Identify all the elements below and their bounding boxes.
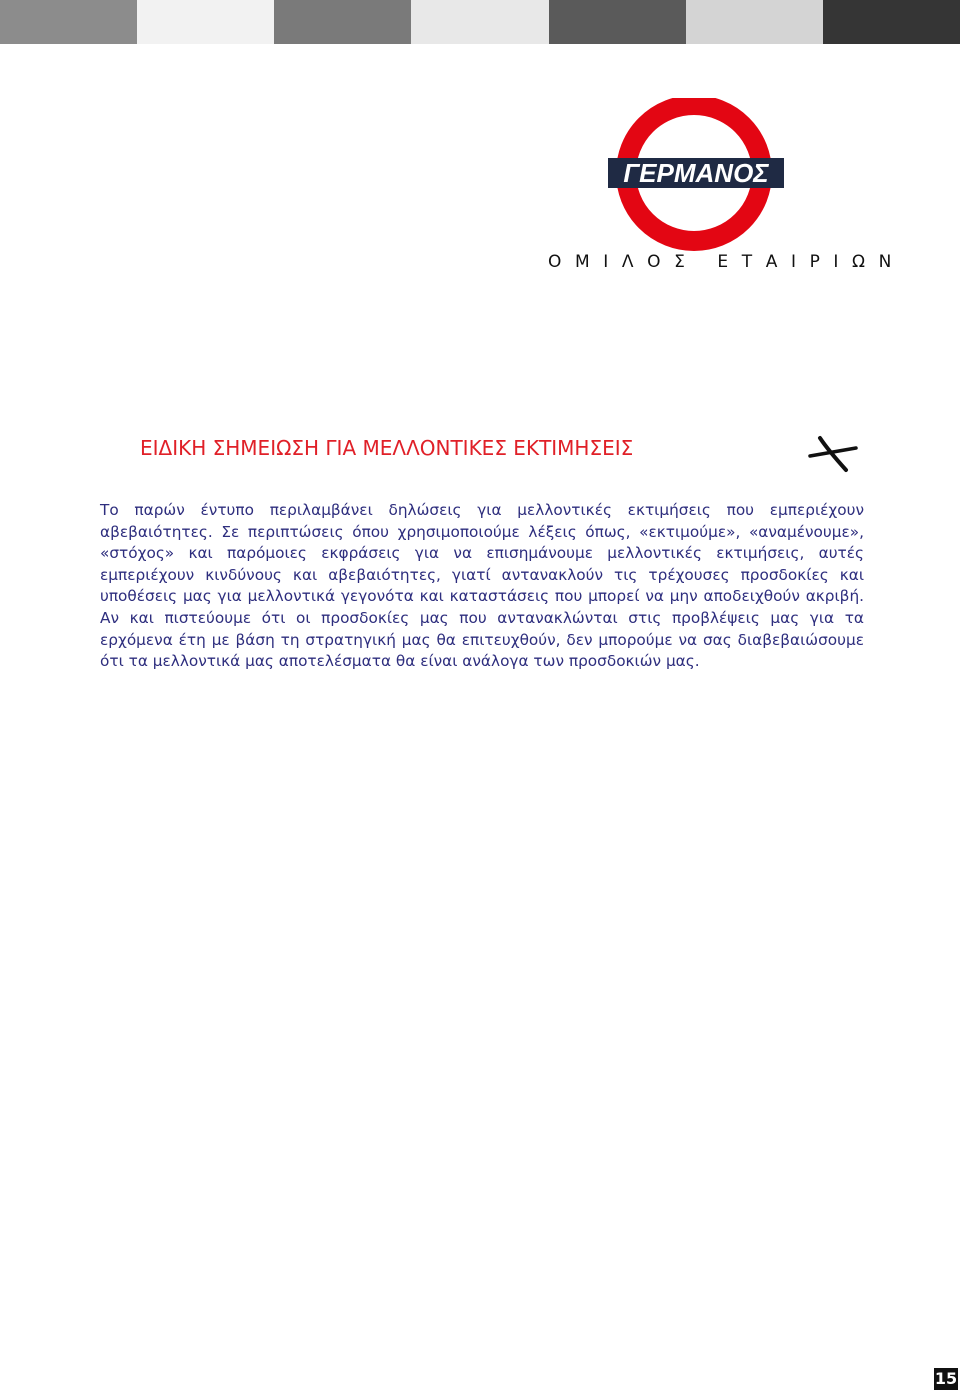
header-band-segment [137, 0, 274, 44]
logo-subtitle: ΟΜΙΛΟΣ ΕΤΑΙΡΙΩΝ [548, 252, 905, 272]
page-title: ΕΙΔΙΚΗ ΣΗΜΕΙΩΣΗ ΓΙΑ ΜΕΛΛΟΝΤΙΚΕΣ ΕΚΤΙΜΗΣΕΙΣ [140, 436, 634, 460]
page-number: 15 [934, 1369, 958, 1388]
header-band-segment [823, 0, 960, 44]
header-band-segment [549, 0, 686, 44]
header-band [0, 0, 960, 44]
disclaimer-paragraph: Το παρών έντυπο περιλαμβάνει δηλώσεις για μελλοντικές εκτιμήσεις που εμπεριέχουν αβεβαιότητες. Σε περιπτώσεις όπου χρησιμοποιούμε λέξεις όπως, «εκτιμούμε», «αναμένουμε», «στόχος» και παρόμοιες εκφράσεις για να επισημάνουμε μελλοντικές εκτιμήσεις, αυτές εμπεριέχουν κινδύνους και αβεβαιότητες, γιατί αντανακλούν τις τρέχουσες προσδοκίες και υποθέσεις μας για μελλοντικά γεγονότα και καταστάσεις που μπορεί να μην αποδειχθούν ακριβή. Αν και πιστεύουμε ότι οι προσδοκίες μας που αντανακλώνται στις προβλέψεις μας για τα ερχόμενα έτη με βάση τη στρατηγική μας θα επιτευχθούν, δεν μπορούμε να σας διαβεβαιώσουμε ότι τα μελλοντικά μας αποτελέσματα θα είναι ανάλογα των προσδοκιών μας. [100, 501, 864, 671]
header-band-segment [686, 0, 823, 44]
logo-brand-name: ΓΕΡΜΑΝΟΣ [623, 158, 769, 188]
header-band-segment [0, 0, 137, 44]
header-band-segment [411, 0, 548, 44]
company-logo [540, 98, 840, 278]
cross-mark-icon [806, 432, 860, 476]
header-band-segment [274, 0, 411, 44]
